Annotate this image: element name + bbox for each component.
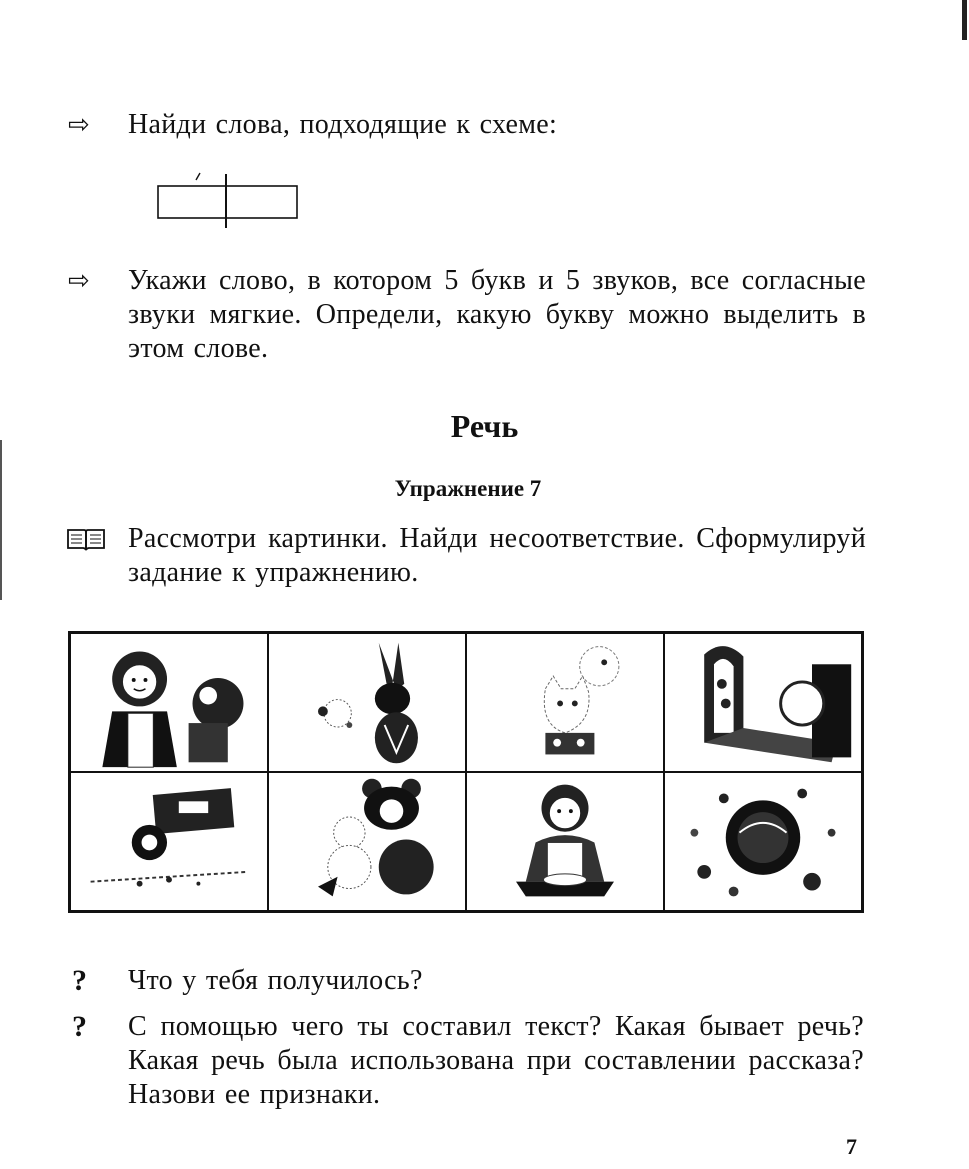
task-find-words: Найди слова, подходящие к схеме:: [128, 109, 558, 140]
exercise-title: Упражнение 7: [394, 476, 542, 501]
window-icon: [664, 633, 862, 772]
question-icon: ?: [72, 964, 87, 997]
question-result: Что у тебя получилось?: [128, 965, 423, 996]
page-number: 7: [846, 1134, 857, 1159]
yarn-balls-icon: [664, 772, 862, 911]
task-five-letters: Укажи слово, в котором 5 букв и 5 звуков, все согласные звуки мягкие. Определи, какую букву можно выделить в этом слове.: [128, 265, 866, 364]
question-speech: С помощью чего ты составил текст? Какая бывает речь? Какая речь была использована при составлении рассказа? Назови ее признаки.: [128, 1011, 864, 1110]
section-title: Речь: [450, 408, 519, 444]
cat-and-bird-icon: [466, 633, 664, 772]
word-scheme: [150, 168, 310, 238]
question-icon: ?: [72, 1010, 87, 1043]
scan-artifact: [962, 0, 967, 40]
scan-artifact: [0, 440, 2, 600]
girl-kneading-dough-icon: [466, 772, 664, 911]
picture-grid: [68, 631, 864, 913]
bear-and-snowman-icon: [268, 772, 466, 911]
hare-and-lamb-icon: [268, 633, 466, 772]
arrow-right-icon: ⇨: [68, 266, 90, 296]
exercise-instruction: Рассмотри картинки. Найди несоответствие. Сформулируй задание к упражнению.: [128, 523, 866, 588]
book-icon: [66, 526, 106, 552]
arrow-right-icon: ⇨: [68, 110, 90, 140]
girl-with-bag-icon: [70, 633, 268, 772]
sewing-machine-icon: [70, 772, 268, 911]
